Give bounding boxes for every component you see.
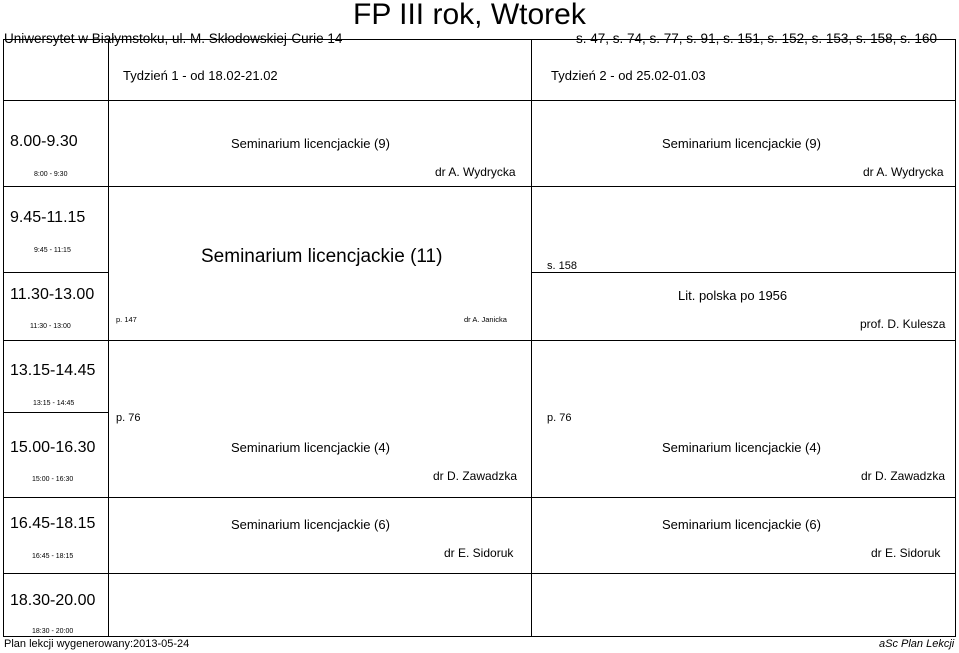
rooms-list: s. 47, s. 74, s. 77, s. 91, s. 151, s. 152, s. 153, s. 158, s. 160 — [576, 31, 937, 46]
lesson-w1-s5-teacher: dr D. Zawadzka — [433, 469, 518, 483]
lesson-w2-s3-room: s. 158 — [547, 260, 577, 272]
footer-brand: aSc Plan Lekcji — [879, 638, 955, 650]
lesson-w1-s23-teacher: dr A. Janicka — [464, 315, 507, 324]
page-title: FP III rok, Wtorek — [353, 0, 586, 31]
time-slot-7-small: 18:30 - 20:00 — [32, 628, 74, 635]
lesson-w2-s1-subject: Seminarium licencjackie (9) — [662, 136, 821, 151]
week-1-header: Tydzień 1 - od 18.02-21.02 — [123, 68, 278, 83]
time-slot-2-small: 9:45 - 11:15 — [34, 247, 71, 254]
lesson-w1-s6-teacher: dr E. Sidoruk — [444, 546, 514, 560]
time-slot-1: 8.00-9.30 — [10, 133, 78, 150]
time-slot-3-small: 11:30 - 13:00 — [30, 323, 71, 330]
lesson-w2-s5-subject: Seminarium licencjackie (4) — [662, 440, 821, 455]
time-slot-7: 18.30-20.00 — [10, 592, 96, 609]
lesson-w1-s1-teacher: dr A. Wydrycka — [435, 165, 516, 179]
time-slot-1-small: 8:00 - 9:30 — [34, 171, 68, 178]
time-slot-4: 13.15-14.45 — [10, 362, 96, 379]
time-slot-4-small: 13:15 - 14:45 — [33, 400, 75, 407]
lesson-w2-s5-teacher: dr D. Zawadzka — [861, 469, 946, 483]
lesson-w1-s5-room: p. 76 — [116, 412, 141, 424]
lesson-w2-s1-teacher: dr A. Wydrycka — [863, 165, 944, 179]
lesson-w2-s5-room: p. 76 — [547, 412, 572, 424]
time-slot-6: 16.45-18.15 — [10, 515, 96, 532]
time-slot-3: 11.30-13.00 — [10, 286, 95, 303]
lesson-w2-s3-teacher: prof. D. Kulesza — [860, 317, 946, 331]
time-slot-6-small: 16:45 - 18:15 — [32, 553, 74, 560]
lesson-w2-s6-subject: Seminarium licencjackie (6) — [662, 517, 821, 532]
lesson-w1-s6-subject: Seminarium licencjackie (6) — [231, 517, 390, 532]
lesson-w1-s1-subject: Seminarium licencjackie (9) — [231, 136, 390, 151]
lesson-w2-s3-subject: Lit. polska po 1956 — [678, 288, 788, 303]
time-slot-5: 15.00-16.30 — [10, 439, 96, 456]
institution-name: Uniwersytet w Białymstoku, ul. M. Skłodowskiej-Curie 14 — [4, 31, 343, 46]
lesson-w1-s23-room: p. 147 — [116, 315, 137, 324]
week-2-header: Tydzień 2 - od 25.02-01.03 — [551, 68, 706, 83]
footer-generated: Plan lekcji wygenerowany:2013-05-24 — [4, 638, 190, 650]
time-slot-5-small: 15:00 - 16:30 — [32, 476, 74, 483]
time-slot-2: 9.45-11.15 — [10, 209, 86, 226]
lesson-w1-s23-subject: Seminarium licencjackie (11) — [201, 246, 443, 267]
lesson-w1-s5-subject: Seminarium licencjackie (4) — [231, 440, 390, 455]
lesson-w2-s6-teacher: dr E. Sidoruk — [871, 546, 941, 560]
